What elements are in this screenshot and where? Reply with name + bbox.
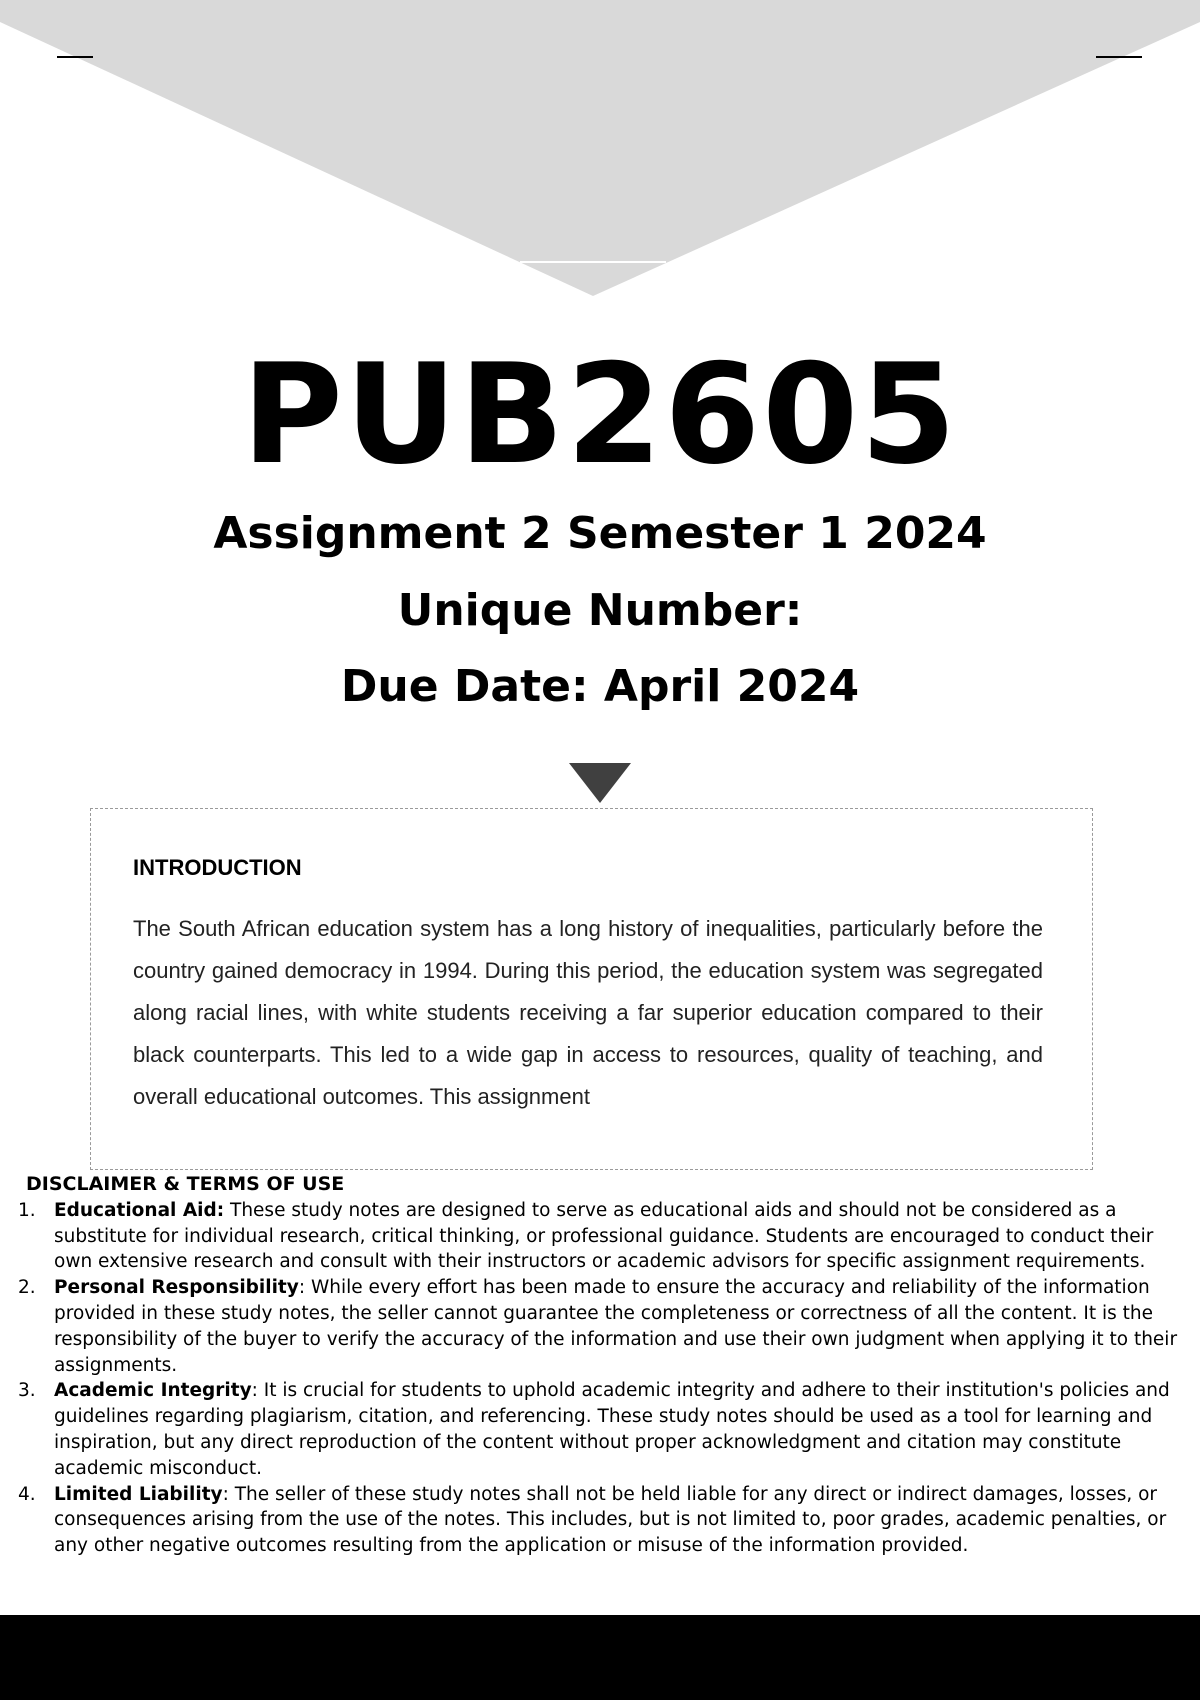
course-code-title: PUB2605 <box>241 334 959 495</box>
term-title: Academic Integrity <box>54 1380 252 1402</box>
term-item-academic-integrity <box>0 1378 1200 1481</box>
term-number: 4. <box>18 1483 36 1505</box>
term-item-limited-liability <box>0 1482 1200 1559</box>
term-text: : It is crucial for students to uphold academic integrity and adhere to their institution's policies and guidelines regarding plagiarism, citation, and referencing. These study notes should be used as a tool for learning and inspiration, but any direct reproduction of the content without proper acknowledgment and citation may constitute academic misconduct. <box>54 1380 1170 1479</box>
due-date-label: Due Date: April 2024 <box>340 661 860 712</box>
term-number: 1. <box>18 1199 36 1221</box>
term-title: Limited Liability <box>54 1483 223 1505</box>
bottom-black-bar <box>0 1615 1200 1700</box>
unique-number-label: Unique Number: <box>397 585 803 636</box>
introduction-box <box>90 808 1093 1170</box>
disclaimer-title: DISCLAIMER & TERMS OF USE <box>26 1173 345 1195</box>
term-item-educational-aid <box>0 1198 1200 1275</box>
header-chevron-shape <box>0 0 1200 300</box>
introduction-text: The South African education system has a long history of inequalities, particularly before the country gained democracy in 1994. During this period, the education system was segregated along racial lines, with white students receiving a far superior education compared to their black counterparts. This led to a wide gap in access to resources, quality of teaching, and overall educational outcomes. This assignment <box>133 916 1043 1109</box>
term-text: : The seller of these study notes shall not be held liable for any direct or indirect damages, losses, or consequences arising from the use of the notes. This includes, but is not limited to, poor grades, academic penalties, or any other negative outcomes resulting from the application or misuse of the information provided. <box>54 1483 1167 1557</box>
term-title: Personal Responsibility <box>54 1277 299 1299</box>
assignment-subtitle: Assignment 2 Semester 1 2024 <box>213 508 987 559</box>
disclaimer-section <box>0 1172 1200 1559</box>
term-number: 2. <box>18 1277 36 1299</box>
term-title: Educational Aid: <box>54 1199 225 1221</box>
term-text: : While every effort has been made to ensure the accuracy and reliability of the information provided in these study notes, the seller cannot guarantee the completeness or correctness of all the content. It is the responsibility of the buyer to verify the accuracy of the information and use their own judgment when applying it to their assignments. <box>54 1277 1178 1376</box>
term-number: 3. <box>18 1380 36 1402</box>
header-rule-left <box>57 56 93 58</box>
down-triangle-icon <box>569 763 631 805</box>
terms-list <box>0 1198 1200 1559</box>
introduction-heading: INTRODUCTION <box>133 855 302 880</box>
term-text: These study notes are designed to serve as educational aids and should not be considered as a substitute for individual research, critical thinking, or professional guidance. Students are encouraged to conduct their own extensive research and consult with their instructors or academic advisors for specific assignment requirements. <box>54 1199 1154 1273</box>
term-item-personal-responsibility <box>0 1275 1200 1378</box>
header-rule-right <box>1096 56 1142 58</box>
